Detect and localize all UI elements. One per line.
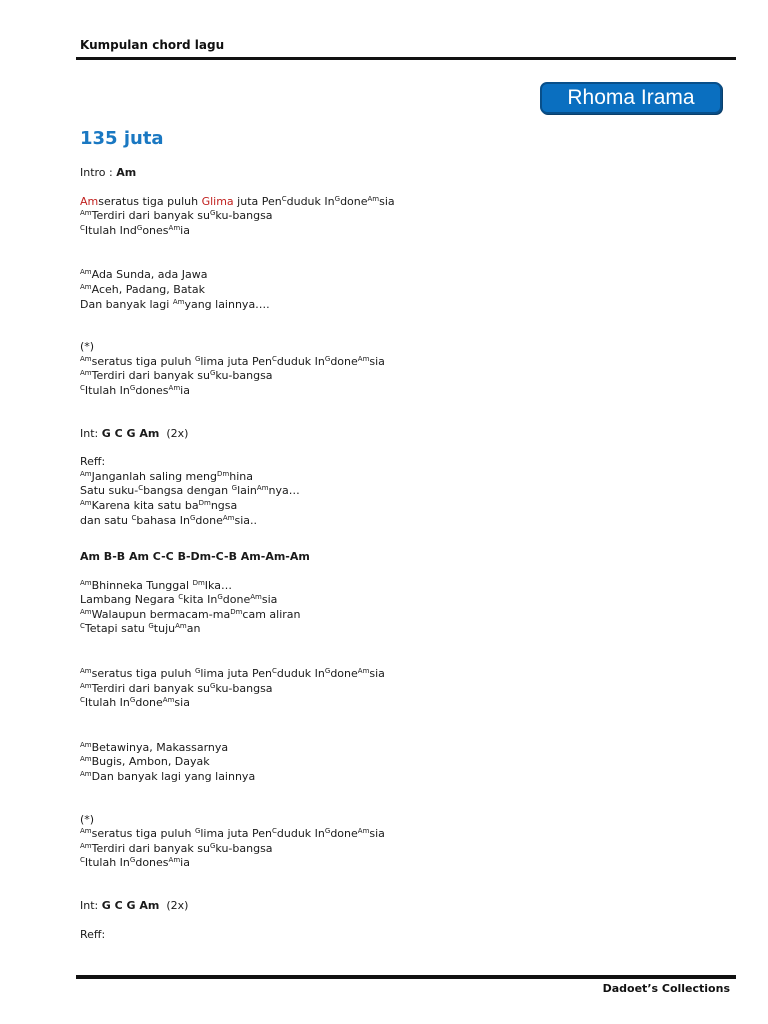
lyric-text: dones bbox=[135, 856, 169, 870]
lyric-text: duduk In bbox=[286, 194, 335, 208]
chord-mark: C bbox=[80, 223, 85, 232]
lyric-line bbox=[80, 856, 700, 871]
chord-mark: G bbox=[209, 369, 216, 378]
lyric-line bbox=[80, 667, 700, 682]
chord-mark: Am bbox=[80, 209, 92, 218]
chord-mark: Dm bbox=[217, 469, 230, 478]
lyric-text: lima juta Pen bbox=[200, 354, 272, 368]
lyric-text: Janganlah saling meng bbox=[91, 469, 217, 483]
top-divider bbox=[76, 57, 736, 60]
lyric-text: sia bbox=[174, 696, 190, 710]
chord-mark: G bbox=[129, 383, 136, 392]
chord-mark: Am bbox=[80, 681, 92, 690]
chord-mark: Am bbox=[80, 498, 92, 507]
lyric-text: ku-bangsa bbox=[215, 209, 273, 223]
chord-sequence: Am bbox=[116, 166, 137, 179]
lyric-line bbox=[80, 224, 700, 239]
chord-mark: G bbox=[231, 484, 238, 493]
lyric-text: done bbox=[330, 354, 358, 368]
lyric-text: Itulah In bbox=[84, 696, 130, 710]
chord-mark: Am bbox=[162, 696, 175, 705]
lyric-line bbox=[80, 550, 700, 565]
lyric-text: sia bbox=[261, 593, 278, 607]
lyric-line bbox=[80, 514, 700, 529]
chord-mark: C bbox=[272, 827, 277, 836]
lyric-text: Walaupun bermacam-ma bbox=[91, 607, 231, 621]
lyric-text: (2x) bbox=[159, 426, 189, 440]
lyric-text: Bhinneka Tunggal bbox=[91, 578, 193, 592]
chord-mark: G bbox=[324, 667, 331, 676]
lyric-text: Terdiri dari banyak su bbox=[91, 681, 210, 695]
lyric-text: Dan banyak lagi bbox=[80, 297, 173, 311]
section-gap bbox=[80, 871, 700, 899]
lyric-text: Terdiri dari banyak su bbox=[91, 841, 210, 855]
chord-mark: G bbox=[324, 354, 331, 363]
chord-mark: Dm bbox=[198, 498, 211, 507]
chord-mark: G bbox=[334, 194, 341, 203]
section-gap bbox=[80, 238, 700, 268]
chord-mark: Am bbox=[80, 667, 92, 676]
lyric-line bbox=[80, 899, 700, 914]
lyric-line bbox=[80, 427, 700, 442]
section-gap bbox=[80, 181, 700, 195]
lyric-text: Aceh, Padang, Batak bbox=[91, 282, 205, 296]
chord-mark: Am bbox=[175, 622, 187, 631]
lyric-text: Tetapi satu bbox=[84, 622, 149, 636]
lyric-line bbox=[80, 340, 700, 355]
chord-mark: Am bbox=[222, 513, 235, 522]
lyric-text: ku-bangsa bbox=[215, 369, 273, 383]
lyric-text: lima juta Pen bbox=[200, 827, 272, 841]
chord-mark: Am bbox=[80, 841, 92, 850]
lyric-text: an bbox=[186, 622, 201, 636]
lyric-text: seratus tiga puluh bbox=[91, 667, 195, 681]
chord-mark: Am bbox=[250, 593, 262, 602]
chord-mark: G bbox=[324, 827, 331, 836]
lyric-text: Terdiri dari banyak su bbox=[91, 209, 210, 223]
lyric-text: ones bbox=[142, 223, 169, 237]
chord-mark: G bbox=[194, 354, 201, 363]
lyric-text: ia bbox=[180, 856, 190, 870]
lyric-text: Itulah Ind bbox=[84, 223, 137, 237]
lyric-line bbox=[80, 355, 700, 370]
lyric-text: lain bbox=[237, 484, 257, 498]
lyric-text: Intro : bbox=[80, 166, 117, 179]
lyric-text: seratus tiga puluh bbox=[98, 194, 202, 208]
chord-mark: Am bbox=[357, 827, 370, 836]
lyric-text: juta Pen bbox=[233, 194, 282, 208]
lyric-text: Dan banyak lagi yang lainnya bbox=[91, 770, 256, 784]
lyric-line bbox=[80, 682, 700, 697]
section-gap bbox=[80, 441, 700, 455]
chord-mark: C bbox=[281, 194, 287, 203]
lyric-text: sia bbox=[369, 354, 385, 368]
lyric-text: sia bbox=[369, 827, 385, 841]
lyric-line bbox=[80, 470, 700, 485]
chord-mark: G bbox=[194, 827, 201, 836]
lyric-text: Ada Sunda, ada Jawa bbox=[91, 268, 208, 282]
highlighted-chord: Am bbox=[80, 194, 99, 208]
lyric-text: done bbox=[340, 194, 368, 208]
lyric-text: sia bbox=[379, 194, 395, 208]
lyric-line bbox=[80, 369, 700, 384]
chord-mark: G bbox=[209, 681, 216, 690]
section-gap bbox=[80, 528, 700, 550]
lyric-line bbox=[80, 499, 700, 514]
chord-mark: C bbox=[178, 593, 184, 602]
chord-mark: Am bbox=[80, 282, 92, 291]
lyric-text: lima juta Pen bbox=[200, 667, 272, 681]
lyric-text: Terdiri dari banyak su bbox=[91, 369, 210, 383]
lyric-line bbox=[80, 579, 700, 594]
chord-mark: C bbox=[272, 667, 277, 676]
lyric-line bbox=[80, 593, 700, 608]
lyric-line bbox=[80, 298, 700, 313]
chord-mark: Am bbox=[168, 383, 181, 392]
lyric-text: hina bbox=[229, 469, 253, 483]
chord-mark: Am bbox=[80, 755, 92, 764]
lyric-text: (*) bbox=[80, 340, 95, 354]
lyric-text: bangsa dengan bbox=[143, 484, 232, 498]
lyric-text: done bbox=[330, 667, 358, 681]
lyric-line bbox=[80, 696, 700, 711]
chord-mark: Dm bbox=[230, 607, 243, 616]
chord-mark: Am bbox=[80, 369, 92, 378]
lyric-line bbox=[80, 195, 700, 210]
chord-mark: Am bbox=[172, 297, 185, 306]
lyric-line bbox=[80, 813, 700, 828]
section-gap bbox=[80, 637, 700, 667]
chord-mark: Am bbox=[80, 770, 92, 779]
chord-mark: C bbox=[80, 622, 85, 631]
chord-mark: Am bbox=[80, 469, 92, 478]
chord-mark: C bbox=[80, 696, 85, 705]
lyric-text: Int: bbox=[80, 899, 102, 912]
chord-mark: G bbox=[129, 696, 136, 705]
chord-mark: G bbox=[217, 593, 223, 602]
chord-mark: Am bbox=[357, 354, 370, 363]
lyric-line bbox=[80, 455, 700, 470]
highlighted-chord: Glima bbox=[201, 194, 234, 208]
chord-mark: Am bbox=[256, 484, 269, 493]
chord-mark: C bbox=[80, 383, 85, 392]
lyric-line bbox=[80, 608, 700, 623]
lyric-line bbox=[80, 209, 700, 224]
lyric-line bbox=[80, 770, 700, 785]
lyric-line bbox=[80, 928, 700, 943]
lyric-text: tuju bbox=[153, 622, 176, 636]
lyric-text: yang lainnya…. bbox=[184, 297, 270, 311]
lyric-text: ku-bangsa bbox=[215, 681, 273, 695]
lyric-text: Reff: bbox=[80, 455, 106, 469]
lyric-text: cam aliran bbox=[242, 607, 301, 621]
lyric-line bbox=[80, 268, 700, 283]
lyric-text: (2x) bbox=[159, 899, 189, 912]
chord-mark: G bbox=[148, 622, 154, 631]
chord-mark: Am bbox=[168, 856, 181, 865]
lyric-text: kita In bbox=[183, 593, 218, 607]
section-gap bbox=[80, 785, 700, 813]
lyric-text: Itulah In bbox=[84, 856, 130, 870]
lyric-text: done bbox=[222, 593, 251, 607]
lyric-text: Ika… bbox=[204, 578, 232, 592]
lyrics-block bbox=[80, 166, 700, 942]
lyric-text: Karena kita satu ba bbox=[91, 498, 199, 512]
chord-mark: G bbox=[189, 513, 196, 522]
chord-mark: Am bbox=[80, 607, 92, 616]
lyric-text: Satu suku- bbox=[80, 484, 139, 498]
lyric-text: done bbox=[195, 513, 223, 527]
bottom-divider bbox=[76, 975, 736, 979]
lyric-text: (*) bbox=[80, 812, 95, 826]
chord-mark: C bbox=[80, 856, 85, 865]
lyric-line bbox=[80, 755, 700, 770]
lyric-text: duduk In bbox=[276, 827, 325, 841]
chord-mark: G bbox=[209, 209, 216, 218]
lyric-text: nya… bbox=[268, 484, 300, 498]
lyric-text: Reff: bbox=[80, 927, 106, 941]
section-gap bbox=[80, 914, 700, 928]
lyric-line bbox=[80, 166, 700, 181]
lyric-text: dones bbox=[135, 383, 169, 397]
lyric-text: seratus tiga puluh bbox=[91, 354, 195, 368]
section-gap bbox=[80, 565, 700, 579]
lyric-text: Lambang Negara bbox=[80, 593, 179, 607]
lyric-line bbox=[80, 283, 700, 298]
chord-mark: G bbox=[129, 856, 136, 865]
lyric-text: bahasa In bbox=[136, 513, 190, 527]
lyric-text: done bbox=[135, 696, 163, 710]
footer-credit: Dadoet’s Collections bbox=[602, 982, 730, 995]
lyric-text: ia bbox=[180, 223, 190, 237]
lyric-text: ku-bangsa bbox=[215, 841, 273, 855]
chord-mark: Dm bbox=[192, 578, 205, 587]
artist-badge: Rhoma Irama bbox=[540, 82, 722, 114]
chord-sequence: G C G Am bbox=[101, 899, 160, 912]
lyric-text: dan satu bbox=[80, 513, 132, 527]
lyric-line bbox=[80, 384, 700, 399]
chord-sequence: Am B-B Am C-C B-Dm-C-B Am-Am-Am bbox=[80, 550, 310, 564]
chord-mark: G bbox=[209, 841, 216, 850]
lyric-text: ngsa bbox=[210, 498, 238, 512]
lyric-text: duduk In bbox=[276, 354, 325, 368]
chord-mark: Am bbox=[80, 740, 92, 749]
lyric-text: duduk In bbox=[276, 667, 325, 681]
section-gap bbox=[80, 312, 700, 340]
lyric-text: Bugis, Ambon, Dayak bbox=[91, 755, 210, 769]
chord-mark: C bbox=[131, 513, 137, 522]
lyric-line bbox=[80, 622, 700, 637]
chord-mark: Am bbox=[168, 223, 181, 232]
section-gap bbox=[80, 399, 700, 427]
lyric-line bbox=[80, 842, 700, 857]
chord-sequence: G C G Am bbox=[101, 426, 160, 440]
chord-mark: C bbox=[272, 354, 277, 363]
chord-mark: G bbox=[136, 223, 143, 232]
lyric-line bbox=[80, 484, 700, 499]
lyric-text: Itulah In bbox=[84, 383, 130, 397]
lyric-text: done bbox=[330, 827, 358, 841]
header-title: Kumpulan chord lagu bbox=[80, 38, 225, 52]
lyric-line bbox=[80, 827, 700, 842]
chord-mark: G bbox=[194, 667, 201, 676]
chord-mark: Am bbox=[80, 578, 92, 587]
chord-mark: Am bbox=[80, 827, 92, 836]
lyric-text: sia.. bbox=[234, 513, 257, 527]
lyric-text: sia bbox=[369, 667, 385, 681]
song-title: 135 juta bbox=[80, 128, 164, 149]
lyric-text: Int: bbox=[80, 426, 102, 440]
chord-mark: Am bbox=[367, 194, 380, 203]
chord-mark: C bbox=[138, 484, 144, 493]
lyric-text: Betawinya, Makassarnya bbox=[91, 740, 229, 754]
section-gap bbox=[80, 711, 700, 741]
lyric-line bbox=[80, 741, 700, 756]
chord-mark: Am bbox=[80, 354, 92, 363]
chord-mark: Am bbox=[357, 667, 370, 676]
lyric-text: seratus tiga puluh bbox=[91, 827, 195, 841]
chord-mark: Am bbox=[80, 268, 92, 277]
lyric-text: ia bbox=[180, 383, 190, 397]
